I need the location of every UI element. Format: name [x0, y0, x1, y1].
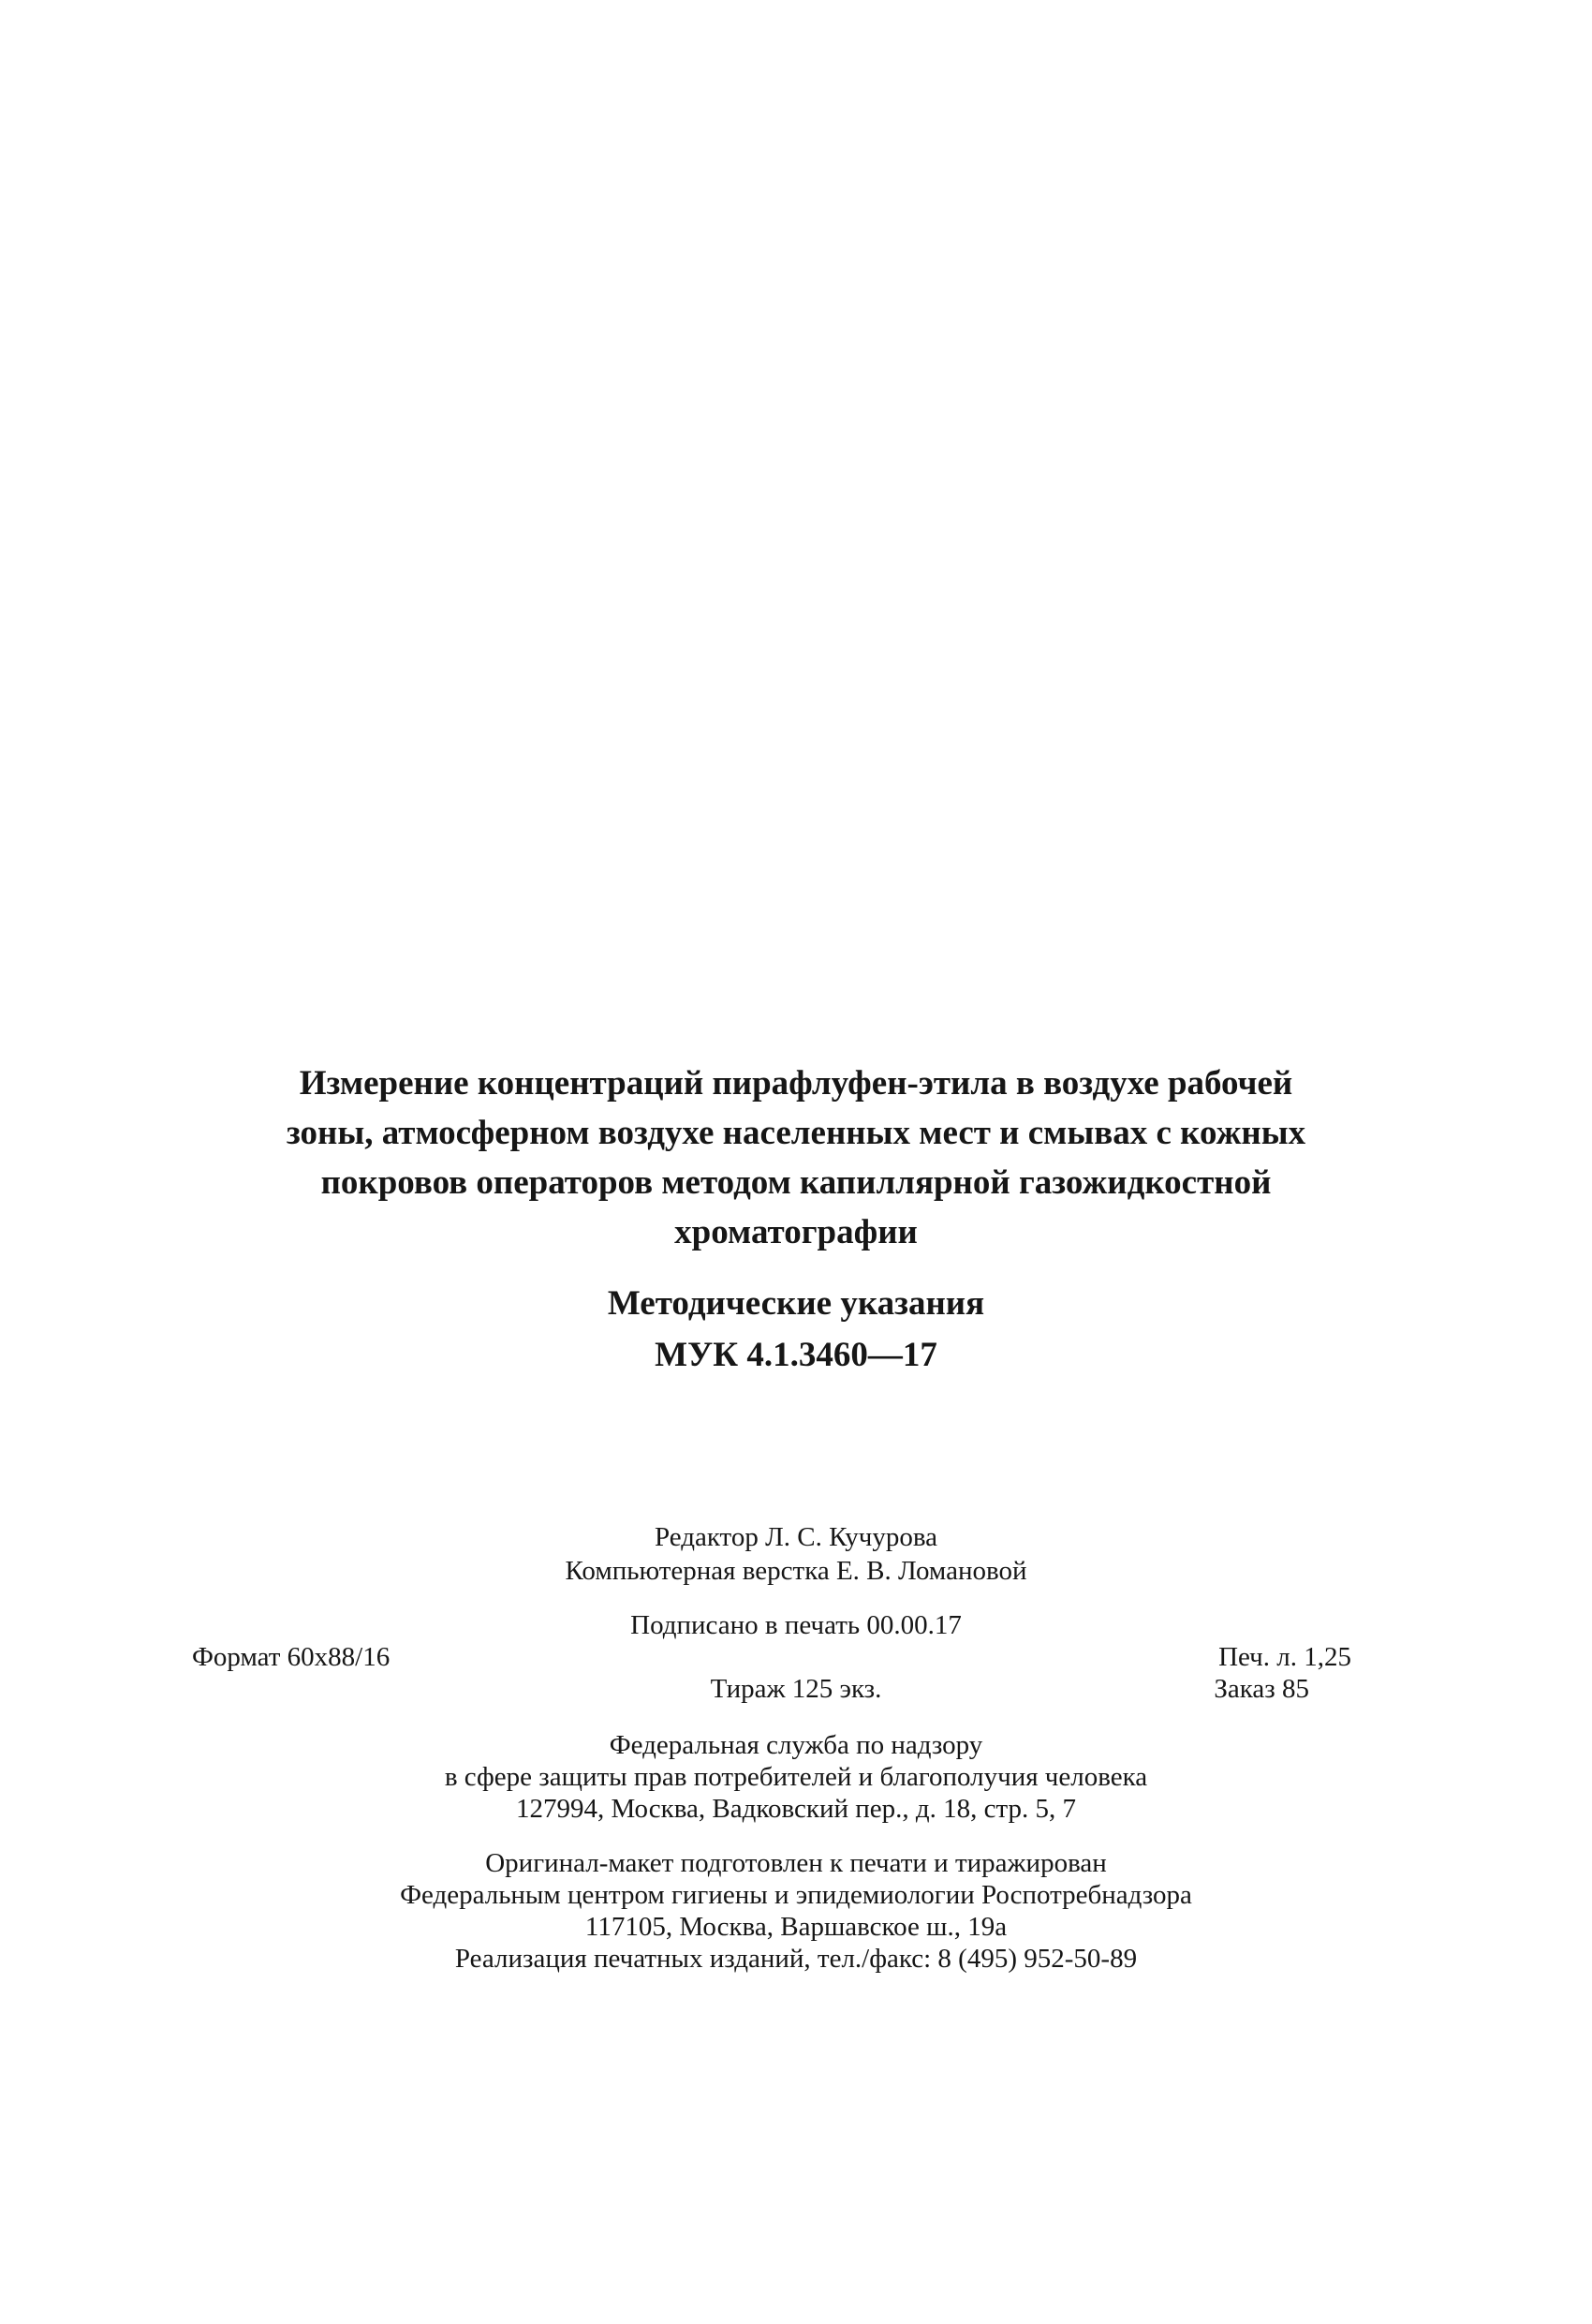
title-line-2: зоны, атмосферном воздухе населенных мест и смывах с кожных: [286, 1114, 1306, 1152]
printer-line-2: Федеральным центром гигиены и эпидемиологии Роспотребнадзора: [400, 1880, 1192, 1910]
printer-line-1: Оригинал-макет подготовлен к печати и тиражирован: [485, 1848, 1107, 1878]
publisher-line-1: Федеральная служба по надзору: [609, 1730, 983, 1760]
circulation: Тираж 125 экз.: [710, 1674, 882, 1704]
layout-credit: Компьютерная верстка Е. В. Ломановой: [565, 1556, 1027, 1586]
title-line-4: хроматографии: [674, 1213, 918, 1251]
editor-credit: Редактор Л. С. Кучурова: [654, 1522, 938, 1552]
document-type: Методические указания: [607, 1284, 985, 1323]
document-subtitle: [0, 1278, 1592, 1381]
title-line-3: покровов операторов методом капиллярной газожидкостной: [320, 1163, 1272, 1202]
publisher-line-2: в сфере защиты прав потребителей и благополучия человека: [444, 1762, 1148, 1792]
signed-to-print: Подписано в печать 00.00.17: [630, 1610, 962, 1640]
publisher-address: 127994, Москва, Вадковский пер., д. 18, стр. 5, 7: [515, 1794, 1077, 1824]
printed-sheets: Печ. л. 1,25: [1218, 1642, 1351, 1672]
paper-format: Формат 60x88/16: [192, 1642, 391, 1672]
title-line-1: Измерение концентраций пирафлуфен-этила в воздухе рабочей: [299, 1064, 1293, 1103]
document-number: МУК 4.1.3460—17: [655, 1336, 937, 1374]
sales-contact: Реализация печатных изданий, тел./факс: 8 (495) 952-50-89: [454, 1944, 1138, 1974]
printer-address: 117105, Москва, Варшавское ш., 19а: [584, 1912, 1008, 1942]
document-title: [0, 1058, 1592, 1257]
order-number: Заказ 85: [1214, 1674, 1309, 1704]
